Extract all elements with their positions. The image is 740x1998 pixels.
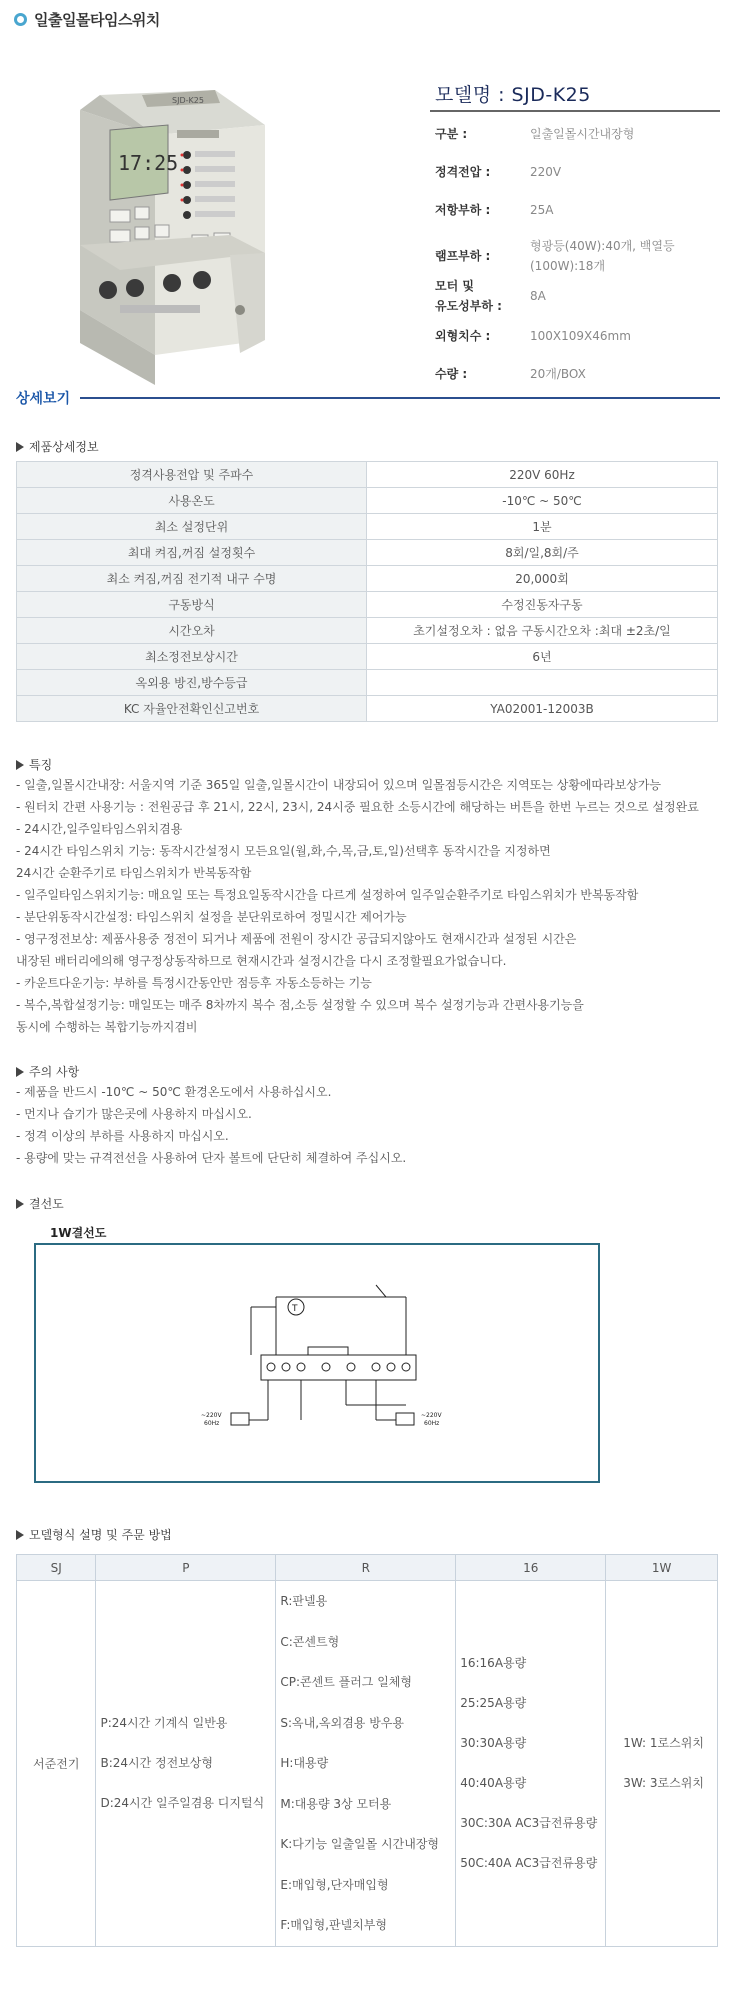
spec-label: 수량 : <box>435 367 468 381</box>
order-table <box>16 1554 718 1947</box>
product-image <box>80 85 325 385</box>
wiring-label: 1W결선도 <box>50 1226 107 1240</box>
spec-table-row <box>17 644 718 670</box>
spec-table-value: 수정진동자구동 <box>367 592 718 618</box>
amp-option: 50C:40A AC3급전류용량 <box>460 1856 598 1871</box>
r-cell <box>276 1581 456 1947</box>
spec-table-label: 구동방식 <box>17 592 367 618</box>
col-header-16: 16 <box>456 1555 606 1581</box>
feature-item: - 일출,일몰시간내장: 서울지역 기준 365일 일출,일몰시간이 내장되어 있으며 일몰점등시간은 지역또는 상황에따라보상가능 <box>16 778 662 792</box>
spec-value: 220V <box>530 165 562 179</box>
section-title: 모델형식 설명 및 주문 방법 <box>29 1528 172 1542</box>
feature-item: - 카운트다운기능: 부하를 특정시간동안만 점등후 자동소등하는 기능 <box>16 976 372 990</box>
timer-symbol: T <box>292 1304 298 1314</box>
sj-cell: 서준전기 <box>17 1581 96 1947</box>
feature-item: - 원터치 간편 사용기능 : 전원공급 후 21시, 22시, 23시, 24시중 필요한 소등시간에 해당하는 버튼을 한번 누르는 것으로 설정완료 <box>16 800 699 814</box>
brand-label: SJD-K25 <box>172 96 204 105</box>
spec-table-row <box>17 514 718 540</box>
feature-item: - 24시간 타임스위치 기능: 동작시간설정시 모든요일(월,화,수,목,금,토,일)선택후 동작시간을 지정하면 <box>16 844 551 858</box>
feature-item: - 복수,복합설정기능: 매일또는 매주 8차까지 복수 점,소등 설정할 수 있으며 복수 설정기능과 간편사용기능을 <box>16 998 584 1012</box>
spec-table-value: -10℃ ~ 50℃ <box>367 488 718 514</box>
spec-table-row <box>17 696 718 722</box>
caution-item: - 용량에 맞는 규격전선을 사용하여 단자 볼트에 단단히 체결하여 주십시오. <box>16 1151 407 1165</box>
caution-item: - 제품을 반드시 -10℃ ~ 50℃ 환경온도에서 사용하십시오. <box>16 1085 332 1099</box>
w-option: 3W: 3로스위치 <box>623 1776 704 1791</box>
spec-value: 8A <box>530 289 546 303</box>
feature-item: 동시에 수행하는 복합기능까지겸비 <box>16 1020 198 1034</box>
spec-table-label: 최소 켜짐,꺼짐 전기적 내구 수명 <box>17 566 367 592</box>
r-option: CP:콘센트 플러그 일체형 <box>280 1675 412 1689</box>
wiring-diagram-frame <box>34 1243 600 1483</box>
spec-value-2: (100W):18개 <box>530 259 606 273</box>
feature-item: - 영구정전보상: 제품사용중 정전이 되거나 제품에 전원이 장시간 공급되지않아도 현재시간과 설정된 시간은 <box>16 932 577 946</box>
detail-heading-text: 상세보기 <box>16 391 71 407</box>
spec-table-value: 1분 <box>367 514 718 540</box>
amp-option: 25:25A용량 <box>460 1696 527 1711</box>
spec-label: 저항부하 : <box>435 203 491 217</box>
spec-table-value: YA02001-12003B <box>367 696 718 722</box>
section-wiring <box>16 1195 64 1212</box>
spec-table-label: 시간오차 <box>17 618 367 644</box>
spec-row <box>435 124 725 144</box>
w-option: 1W: 1로스위치 <box>623 1736 704 1751</box>
detail-heading-line <box>80 397 720 399</box>
model-name: 모델명 : SJD-K25 <box>435 84 591 106</box>
spec-table <box>16 461 718 722</box>
col-header-r: R <box>276 1555 456 1581</box>
triangle-bullet-icon <box>16 1530 24 1540</box>
feature-item: 내장된 배터리에의해 영구정상동작하므로 현재시간과 설정시간을 다시 조정할필요가없습니다. <box>16 954 507 968</box>
spec-label: 구분 : <box>435 127 468 141</box>
spec-table-row <box>17 566 718 592</box>
feature-item: - 일주일타임스위치기능: 매요일 또는 특정요일동작시간을 다르게 설정하여 일주일순환주기로 타임스위치가 반복동작함 <box>16 888 639 902</box>
spec-row <box>435 276 725 316</box>
section-title: 제품상세정보 <box>29 440 99 454</box>
section-title: 결선도 <box>29 1197 64 1211</box>
r-option: S:옥내,옥외겸용 방우용 <box>280 1715 404 1730</box>
col-header-1w: 1W <box>606 1555 718 1581</box>
section-caution <box>16 1063 79 1080</box>
spec-table-label: 최소 설정단위 <box>17 514 367 540</box>
caution-list <box>16 1081 726 1169</box>
p-option: D:24시간 일주일겸용 디지털식 <box>100 1796 265 1811</box>
features-list <box>16 774 726 1038</box>
amp-option: 40:40A용량 <box>460 1776 527 1791</box>
col-header-p: P <box>96 1555 276 1581</box>
amp-cell <box>456 1581 606 1947</box>
r-option: M:대용량 3상 모터용 <box>280 1796 392 1811</box>
right-supply-voltage: ~220V <box>421 1412 442 1419</box>
triangle-bullet-icon <box>16 442 24 452</box>
p-option: P:24시간 기계식 일반용 <box>100 1716 228 1731</box>
section-order <box>16 1526 172 1543</box>
spec-table-row <box>17 462 718 488</box>
caution-item: - 먼지나 습기가 많은곳에 사용하지 마십시오. <box>16 1107 252 1121</box>
spec-label: 정격전압 : <box>435 165 491 179</box>
page-title-text: 일출일몰타임스위치 <box>34 10 160 29</box>
title-bullet-icon <box>14 13 27 26</box>
order-table-row <box>17 1581 718 1947</box>
spec-table-value <box>367 670 718 696</box>
spec-table-row <box>17 488 718 514</box>
spec-table-label: 옥외용 방진,방수등급 <box>17 670 367 696</box>
p-option: B:24시간 정전보상형 <box>100 1756 213 1771</box>
spec-label: 모터 및 <box>435 279 474 293</box>
section-title: 주의 사항 <box>29 1065 80 1079</box>
spec-value: 25A <box>530 203 554 217</box>
w-cell <box>606 1581 718 1947</box>
spec-label: 외형치수 : <box>435 329 491 343</box>
spec-table-value: 8회/일,8회/주 <box>367 540 718 566</box>
spec-row <box>435 200 725 220</box>
model-divider <box>430 110 720 112</box>
r-option: R:판넬용 <box>280 1594 328 1608</box>
wiring-diagram <box>36 1245 598 1481</box>
section-features <box>16 756 52 773</box>
amp-option: 16:16A용량 <box>460 1656 527 1671</box>
spec-value: 100X109X46mm <box>530 329 631 343</box>
triangle-bullet-icon <box>16 1199 24 1209</box>
spec-table-label: 최대 켜짐,꺼짐 설정횟수 <box>17 540 367 566</box>
spec-table-row <box>17 540 718 566</box>
spec-table-row <box>17 618 718 644</box>
spec-row <box>435 326 725 346</box>
spec-table-row <box>17 592 718 618</box>
r-option: H:대용량 <box>280 1756 329 1770</box>
section-title: 특징 <box>29 758 53 772</box>
spec-table-label: 사용온도 <box>17 488 367 514</box>
r-option: C:콘센트형 <box>280 1634 340 1649</box>
r-option: K:다기능 일출일몰 시간내장형 <box>280 1837 440 1851</box>
order-table-header <box>17 1555 718 1581</box>
spec-value: 형광등(40W):40개, 백열등 <box>530 239 675 253</box>
amp-option: 30:30A용량 <box>460 1736 527 1751</box>
spec-value: 일출일몰시간내장형 <box>530 127 635 141</box>
feature-item: 24시간 순환주기로 타임스위치가 반복동작함 <box>16 866 252 880</box>
spec-row <box>435 364 725 384</box>
feature-item: - 24시간,일주일타임스위치겸용 <box>16 822 183 836</box>
triangle-bullet-icon <box>16 760 24 770</box>
spec-table-value: 20,000회 <box>367 566 718 592</box>
col-header-sj: SJ <box>17 1555 96 1581</box>
spec-table-label: 정격사용전압 및 주파수 <box>17 462 367 488</box>
r-option: F:매입형,판넬치부형 <box>280 1918 387 1932</box>
feature-item: - 분단위동작시간설정: 타임스위치 설정을 분단위로하여 정밀시간 제어가능 <box>16 910 407 924</box>
spec-label-2: 유도성부하 : <box>435 299 502 313</box>
spec-row <box>435 236 725 276</box>
section-product-info <box>16 438 99 455</box>
spec-row <box>435 162 725 182</box>
spec-table-row <box>17 670 718 696</box>
spec-table-value: 6년 <box>367 644 718 670</box>
spec-table-value: 220V 60Hz <box>367 462 718 488</box>
spec-value: 20개/BOX <box>530 367 586 381</box>
spec-label: 램프부하 : <box>435 249 491 263</box>
left-supply-frequency: 60Hz <box>204 1420 220 1427</box>
detail-heading <box>16 388 720 408</box>
triangle-bullet-icon <box>16 1067 24 1077</box>
amp-option: 30C:30A AC3급전류용량 <box>460 1816 598 1831</box>
spec-table-label: KC 자율안전확인신고번호 <box>17 696 367 722</box>
lcd-display: 17:25 <box>118 151 179 175</box>
spec-table-label: 최소정전보상시간 <box>17 644 367 670</box>
left-supply-voltage: ~220V <box>201 1412 222 1419</box>
right-supply-frequency: 60Hz <box>424 1420 440 1427</box>
caution-item: - 정격 이상의 부하를 사용하지 마십시오. <box>16 1129 229 1143</box>
r-option: E:매입형,단자매입형 <box>280 1877 389 1892</box>
page-title <box>14 8 160 30</box>
spec-table-value: 초기설정오차 : 없음 구동시간오차 :최대 ±2초/일 <box>367 618 718 644</box>
p-cell <box>96 1581 276 1947</box>
